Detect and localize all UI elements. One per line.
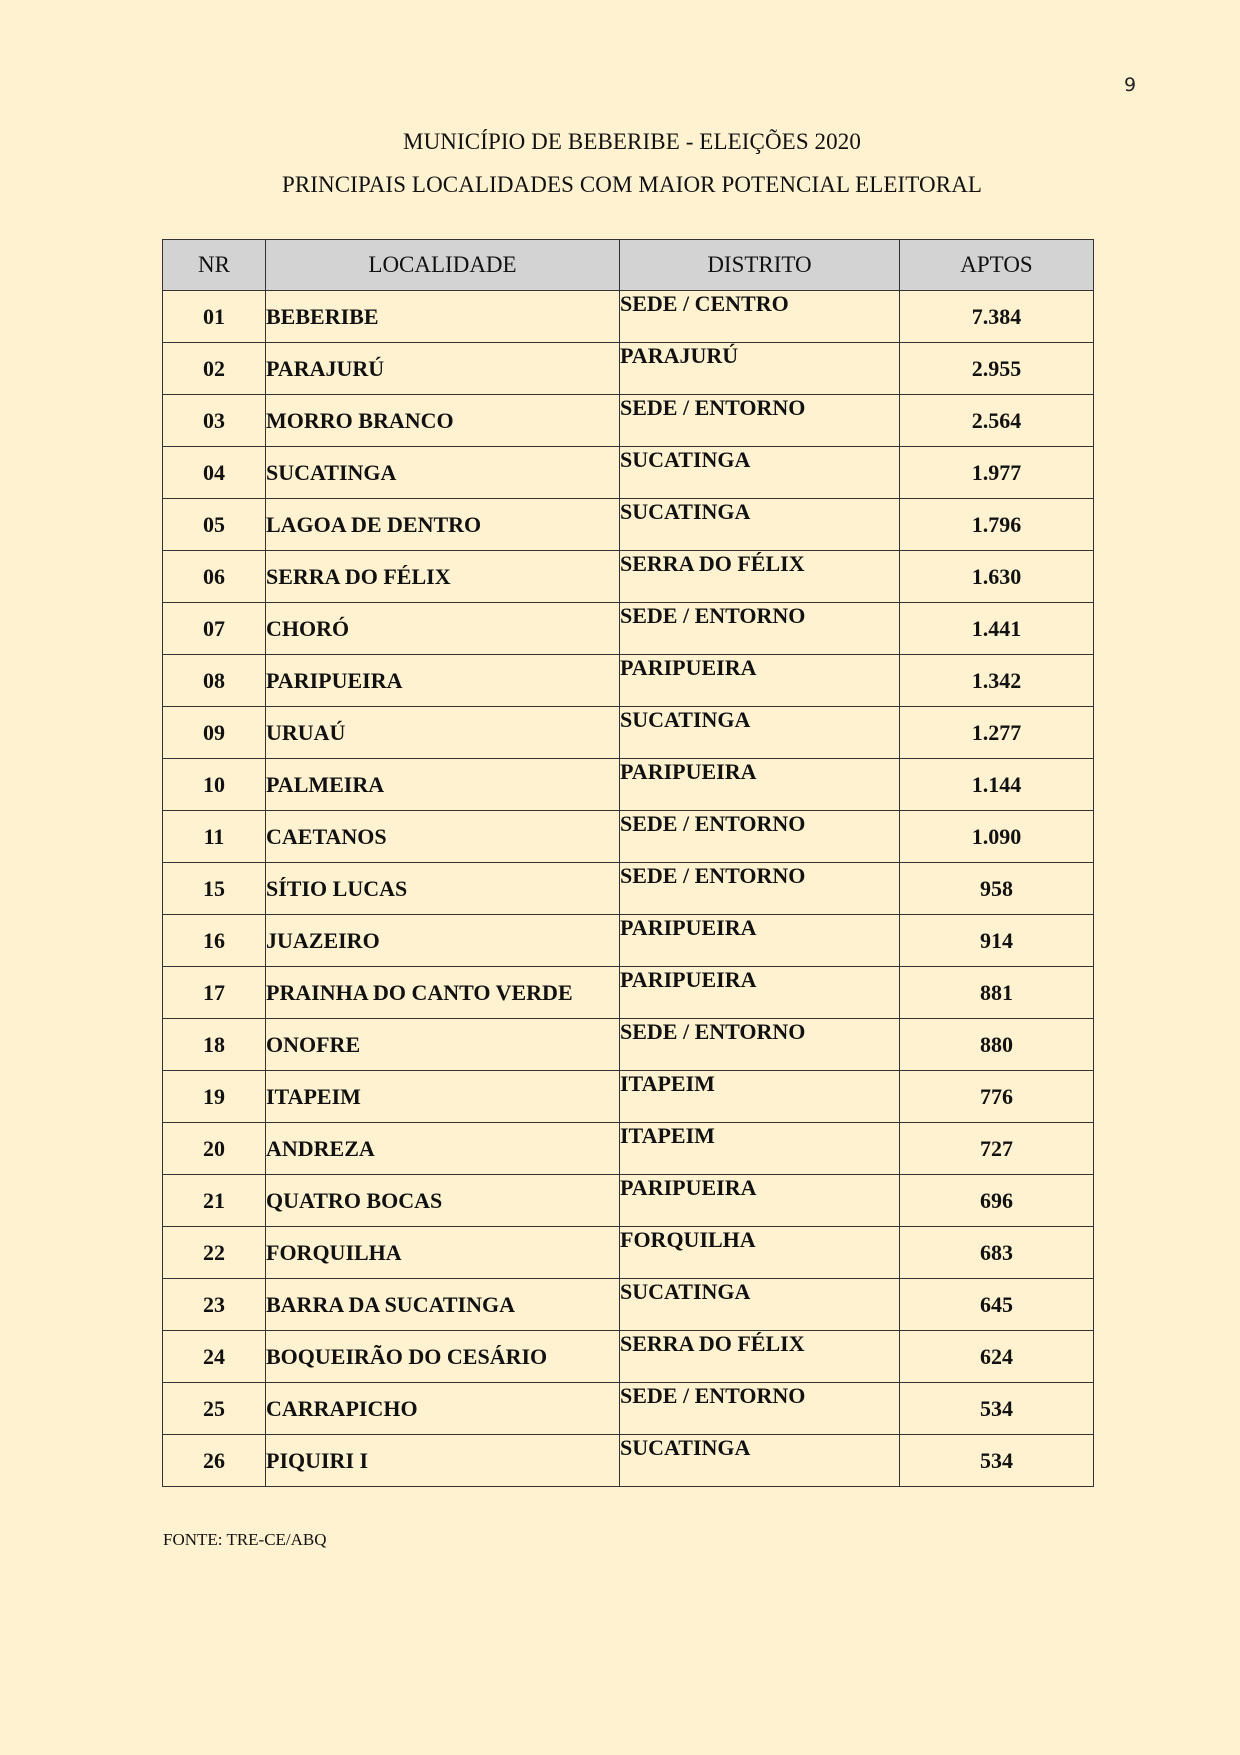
table-row xyxy=(163,707,1094,759)
cell-localidade: CARRAPICHO xyxy=(266,1383,620,1435)
electoral-localities-table xyxy=(162,239,1094,1487)
table-row xyxy=(163,1123,1094,1175)
cell-distrito: SUCATINGA xyxy=(620,1279,900,1331)
cell-nr: 09 xyxy=(163,707,266,759)
table-row xyxy=(163,1279,1094,1331)
cell-localidade: MORRO BRANCO xyxy=(266,395,620,447)
table-row xyxy=(163,863,1094,915)
cell-distrito: PARIPUEIRA xyxy=(620,967,900,1019)
cell-distrito: SUCATINGA xyxy=(620,1435,900,1487)
cell-nr: 17 xyxy=(163,967,266,1019)
table-row xyxy=(163,1175,1094,1227)
cell-distrito: PARIPUEIRA xyxy=(620,759,900,811)
cell-localidade: JUAZEIRO xyxy=(266,915,620,967)
cell-nr: 15 xyxy=(163,863,266,915)
cell-localidade: PARIPUEIRA xyxy=(266,655,620,707)
cell-aptos: 881 xyxy=(900,967,1094,1019)
cell-localidade: BARRA DA SUCATINGA xyxy=(266,1279,620,1331)
table-row xyxy=(163,1383,1094,1435)
cell-nr: 06 xyxy=(163,551,266,603)
table-row xyxy=(163,655,1094,707)
cell-nr: 10 xyxy=(163,759,266,811)
cell-aptos: 1.342 xyxy=(900,655,1094,707)
cell-aptos: 2.564 xyxy=(900,395,1094,447)
cell-aptos: 624 xyxy=(900,1331,1094,1383)
cell-localidade: SERRA DO FÉLIX xyxy=(266,551,620,603)
cell-localidade: CAETANOS xyxy=(266,811,620,863)
cell-nr: 19 xyxy=(163,1071,266,1123)
cell-nr: 07 xyxy=(163,603,266,655)
table-row xyxy=(163,1435,1094,1487)
cell-distrito: SUCATINGA xyxy=(620,447,900,499)
cell-distrito: SEDE / CENTRO xyxy=(620,291,900,343)
cell-localidade: FORQUILHA xyxy=(266,1227,620,1279)
cell-distrito: SEDE / ENTORNO xyxy=(620,863,900,915)
cell-distrito: PARAJURÚ xyxy=(620,343,900,395)
cell-distrito: PARIPUEIRA xyxy=(620,655,900,707)
source-note: FONTE: TRE-CE/ABQ xyxy=(163,1530,327,1549)
cell-nr: 18 xyxy=(163,1019,266,1071)
cell-distrito: SEDE / ENTORNO xyxy=(620,603,900,655)
cell-distrito: SEDE / ENTORNO xyxy=(620,1383,900,1435)
cell-nr: 20 xyxy=(163,1123,266,1175)
header-nr: NR xyxy=(163,240,266,291)
cell-aptos: 914 xyxy=(900,915,1094,967)
cell-aptos: 696 xyxy=(900,1175,1094,1227)
cell-distrito: SERRA DO FÉLIX xyxy=(620,1331,900,1383)
cell-distrito: ITAPEIM xyxy=(620,1123,900,1175)
cell-aptos: 534 xyxy=(900,1435,1094,1487)
cell-localidade: PARAJURÚ xyxy=(266,343,620,395)
cell-distrito: SUCATINGA xyxy=(620,499,900,551)
cell-distrito: SEDE / ENTORNO xyxy=(620,811,900,863)
table-row xyxy=(163,447,1094,499)
cell-nr: 08 xyxy=(163,655,266,707)
cell-aptos: 683 xyxy=(900,1227,1094,1279)
cell-distrito: SEDE / ENTORNO xyxy=(620,1019,900,1071)
table-row xyxy=(163,1071,1094,1123)
cell-aptos: 880 xyxy=(900,1019,1094,1071)
cell-nr: 01 xyxy=(163,291,266,343)
header-row xyxy=(163,240,1094,291)
cell-localidade: ANDREZA xyxy=(266,1123,620,1175)
cell-aptos: 776 xyxy=(900,1071,1094,1123)
cell-aptos: 1.796 xyxy=(900,499,1094,551)
table-header xyxy=(163,240,1094,291)
cell-aptos: 1.977 xyxy=(900,447,1094,499)
cell-aptos: 1.441 xyxy=(900,603,1094,655)
cell-distrito: PARIPUEIRA xyxy=(620,915,900,967)
cell-distrito: FORQUILHA xyxy=(620,1227,900,1279)
cell-localidade: BEBERIBE xyxy=(266,291,620,343)
cell-aptos: 1.277 xyxy=(900,707,1094,759)
table-row xyxy=(163,551,1094,603)
cell-nr: 24 xyxy=(163,1331,266,1383)
table-row xyxy=(163,811,1094,863)
cell-aptos: 645 xyxy=(900,1279,1094,1331)
table-row xyxy=(163,499,1094,551)
cell-distrito: ITAPEIM xyxy=(620,1071,900,1123)
cell-nr: 02 xyxy=(163,343,266,395)
cell-localidade: BOQUEIRÃO DO CESÁRIO xyxy=(266,1331,620,1383)
cell-localidade: SUCATINGA xyxy=(266,447,620,499)
cell-distrito: SEDE / ENTORNO xyxy=(620,395,900,447)
table-row xyxy=(163,1227,1094,1279)
cell-localidade: LAGOA DE DENTRO xyxy=(266,499,620,551)
cell-distrito: SERRA DO FÉLIX xyxy=(620,551,900,603)
cell-localidade: PIQUIRI I xyxy=(266,1435,620,1487)
document-title: MUNICÍPIO DE BEBERIBE - ELEIÇÕES 2020 xyxy=(403,129,861,154)
cell-aptos: 1.090 xyxy=(900,811,1094,863)
cell-localidade: CHORÓ xyxy=(266,603,620,655)
header-localidade: LOCALIDADE xyxy=(266,240,620,291)
cell-nr: 04 xyxy=(163,447,266,499)
cell-nr: 16 xyxy=(163,915,266,967)
cell-nr: 22 xyxy=(163,1227,266,1279)
cell-aptos: 1.630 xyxy=(900,551,1094,603)
cell-localidade: ONOFRE xyxy=(266,1019,620,1071)
page-number: 9 xyxy=(1124,74,1137,96)
header-aptos: APTOS xyxy=(900,240,1094,291)
table-row xyxy=(163,343,1094,395)
cell-localidade: PRAINHA DO CANTO VERDE xyxy=(266,967,620,1019)
table-row xyxy=(163,603,1094,655)
cell-nr: 26 xyxy=(163,1435,266,1487)
cell-nr: 05 xyxy=(163,499,266,551)
cell-distrito: SUCATINGA xyxy=(620,707,900,759)
cell-aptos: 1.144 xyxy=(900,759,1094,811)
cell-localidade: SÍTIO LUCAS xyxy=(266,863,620,915)
header-distrito: DISTRITO xyxy=(620,240,900,291)
document-subtitle: PRINCIPAIS LOCALIDADES COM MAIOR POTENCIAL ELEITORAL xyxy=(281,172,983,197)
table-row xyxy=(163,1331,1094,1383)
cell-nr: 11 xyxy=(163,811,266,863)
cell-localidade: PALMEIRA xyxy=(266,759,620,811)
cell-distrito: PARIPUEIRA xyxy=(620,1175,900,1227)
table-row xyxy=(163,291,1094,343)
cell-localidade: ITAPEIM xyxy=(266,1071,620,1123)
table-row xyxy=(163,1019,1094,1071)
cell-aptos: 727 xyxy=(900,1123,1094,1175)
table-row xyxy=(163,915,1094,967)
cell-localidade: URUAÚ xyxy=(266,707,620,759)
cell-nr: 23 xyxy=(163,1279,266,1331)
table-row xyxy=(163,395,1094,447)
cell-aptos: 958 xyxy=(900,863,1094,915)
cell-nr: 25 xyxy=(163,1383,266,1435)
table-row xyxy=(163,759,1094,811)
cell-aptos: 2.955 xyxy=(900,343,1094,395)
table-row xyxy=(163,967,1094,1019)
cell-nr: 21 xyxy=(163,1175,266,1227)
cell-aptos: 7.384 xyxy=(900,291,1094,343)
table-body xyxy=(163,291,1094,1487)
cell-aptos: 534 xyxy=(900,1383,1094,1435)
cell-nr: 03 xyxy=(163,395,266,447)
cell-localidade: QUATRO BOCAS xyxy=(266,1175,620,1227)
